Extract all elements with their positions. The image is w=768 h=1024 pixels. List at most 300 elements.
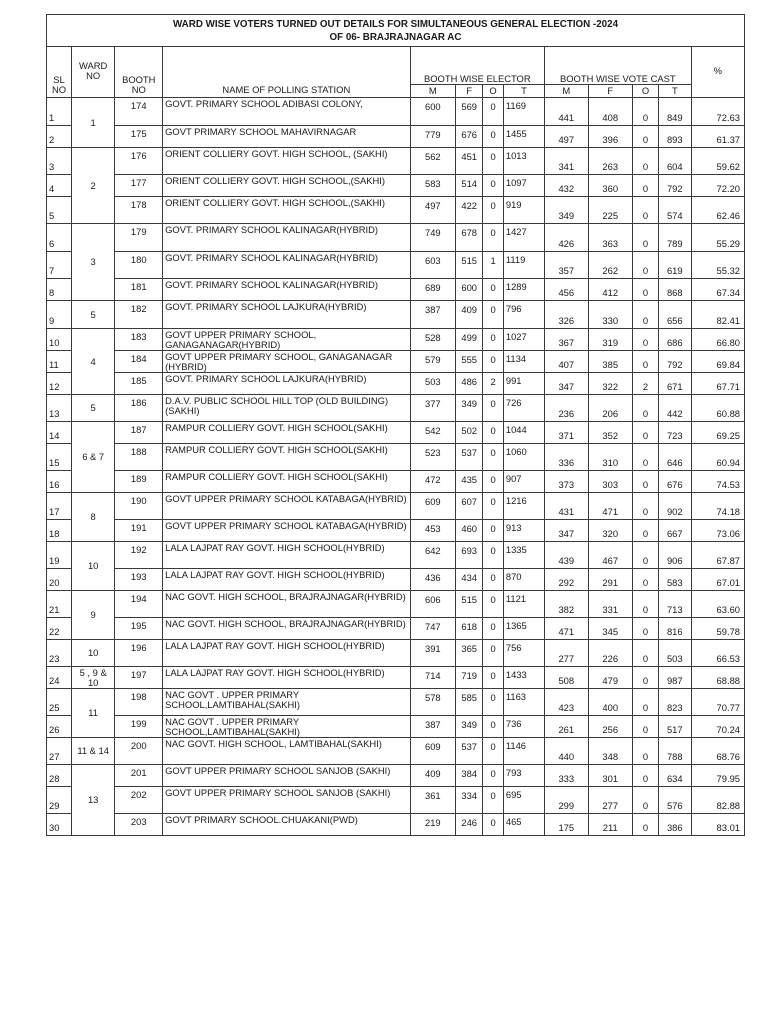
elector-male-cell: 391 bbox=[410, 640, 456, 667]
elector-total-cell: 1427 bbox=[503, 224, 544, 252]
elector-other-cell: 0 bbox=[483, 689, 504, 716]
elector-female-cell: 499 bbox=[456, 329, 483, 351]
booth-no-cell: 201 bbox=[115, 765, 163, 787]
vote-female-cell: 363 bbox=[588, 224, 632, 252]
vote-other-cell: 0 bbox=[632, 329, 658, 351]
sl-no-cell: 26 bbox=[47, 716, 72, 738]
elector-male-cell: 453 bbox=[410, 520, 456, 542]
booth-wise-vote-cast-header: BOOTH WISE VOTE CAST bbox=[545, 47, 691, 85]
polling-station-name-cell: GOVT. PRIMARY SCHOOL KALINAGAR(HYBRID) bbox=[163, 252, 410, 279]
elector-male-cell: 578 bbox=[410, 689, 456, 716]
elector-male-cell: 219 bbox=[410, 814, 456, 836]
polling-station-name-cell: GOVT UPPER PRIMARY SCHOOL, GANAGANAGAR(HYBRID) bbox=[163, 329, 410, 351]
elector-other-cell: 0 bbox=[483, 667, 504, 689]
elector-total-cell: 1146 bbox=[503, 738, 544, 765]
vote-male-cell: 432 bbox=[545, 175, 588, 197]
table-row bbox=[47, 329, 745, 351]
elector-male-cell: 409 bbox=[410, 765, 456, 787]
table-row bbox=[47, 126, 745, 148]
vote-male-cell: 175 bbox=[545, 814, 588, 836]
polling-station-name-cell: GOVT UPPER PRIMARY SCHOOL KATABAGA(HYBRID) bbox=[163, 520, 410, 542]
vote-male-cell: 441 bbox=[545, 98, 588, 126]
elector-other-cell: 0 bbox=[483, 444, 504, 471]
elector-female-cell: 676 bbox=[456, 126, 483, 148]
elector-total-cell: 1134 bbox=[503, 351, 544, 373]
booth-no-cell: 198 bbox=[115, 689, 163, 716]
vote-female-cell: 310 bbox=[588, 444, 632, 471]
vote-female-cell: 471 bbox=[588, 493, 632, 520]
vote-other-cell: 0 bbox=[632, 493, 658, 520]
sl-no-cell: 21 bbox=[47, 591, 72, 618]
table-row bbox=[47, 252, 745, 279]
booth-no-cell: 183 bbox=[115, 329, 163, 351]
table-row bbox=[47, 667, 745, 689]
vote-female-cell: 226 bbox=[588, 640, 632, 667]
booth-no-cell: 188 bbox=[115, 444, 163, 471]
ward-no-cell: 6 & 7 bbox=[71, 422, 114, 493]
vote-other-cell: 0 bbox=[632, 716, 658, 738]
vote-total-cell: 849 bbox=[659, 98, 692, 126]
elector-total-cell: 695 bbox=[503, 787, 544, 814]
booth-no-header: BOOTH NO bbox=[115, 47, 163, 98]
vote-female-cell: 385 bbox=[588, 351, 632, 373]
table-row bbox=[47, 98, 745, 126]
elector-female-cell: 486 bbox=[456, 373, 483, 395]
table-row bbox=[47, 373, 745, 395]
sl-no-cell: 28 bbox=[47, 765, 72, 787]
elector-male-cell: 472 bbox=[410, 471, 456, 493]
ward-no-cell: 1 bbox=[71, 98, 114, 148]
turnout-percent-cell: 83.01 bbox=[691, 814, 744, 836]
vote-male-cell: 347 bbox=[545, 520, 588, 542]
vote-female-cell: 360 bbox=[588, 175, 632, 197]
ward-no-cell: 4 bbox=[71, 329, 114, 395]
turnout-percent-cell: 63.60 bbox=[691, 591, 744, 618]
ward-no-cell: 11 bbox=[71, 689, 114, 738]
elector-male-cell: 606 bbox=[410, 591, 456, 618]
elector-other-cell: 0 bbox=[483, 301, 504, 329]
turnout-percent-cell: 67.87 bbox=[691, 542, 744, 569]
sl-no-cell: 11 bbox=[47, 351, 72, 373]
elector-other-cell: 2 bbox=[483, 373, 504, 395]
polling-station-name-cell: GOVT. PRIMARY SCHOOL LAJKURA(HYBRID) bbox=[163, 373, 410, 395]
turnout-percent-cell: 79.95 bbox=[691, 765, 744, 787]
vote-total-cell: 792 bbox=[659, 351, 692, 373]
ward-no-cell: 5 bbox=[71, 301, 114, 329]
elector-female-cell: 719 bbox=[456, 667, 483, 689]
vote-male-cell: 371 bbox=[545, 422, 588, 444]
elector-male-cell: 609 bbox=[410, 738, 456, 765]
elector-total-cell: 1027 bbox=[503, 329, 544, 351]
vote-other-cell: 0 bbox=[632, 148, 658, 175]
sl-no-cell: 3 bbox=[47, 148, 72, 175]
booth-no-cell: 187 bbox=[115, 422, 163, 444]
elector-male-cell: 387 bbox=[410, 301, 456, 329]
sl-no-cell: 24 bbox=[47, 667, 72, 689]
ward-no-cell: 5 bbox=[71, 395, 114, 422]
booth-no-cell: 179 bbox=[115, 224, 163, 252]
vote-total-cell: 656 bbox=[659, 301, 692, 329]
sl-no-cell: 15 bbox=[47, 444, 72, 471]
sl-no-cell: 16 bbox=[47, 471, 72, 493]
vote-total-cell: 667 bbox=[659, 520, 692, 542]
vote-other-cell: 0 bbox=[632, 175, 658, 197]
elector-total-cell: 756 bbox=[503, 640, 544, 667]
vote-female-cell: 262 bbox=[588, 252, 632, 279]
turnout-percent-cell: 67.34 bbox=[691, 279, 744, 301]
booth-no-cell: 191 bbox=[115, 520, 163, 542]
ward-no-cell: 11 & 14 bbox=[71, 738, 114, 765]
vote-male-cell: 236 bbox=[545, 395, 588, 422]
vote-other-cell: 0 bbox=[632, 422, 658, 444]
polling-station-name-cell: LALA LAJPAT RAY GOVT. HIGH SCHOOL(HYBRID) bbox=[163, 667, 410, 689]
turnout-percent-cell: 74.53 bbox=[691, 471, 744, 493]
elector-male-cell: 749 bbox=[410, 224, 456, 252]
vote-other-cell: 0 bbox=[632, 520, 658, 542]
elector-total-cell: 1013 bbox=[503, 148, 544, 175]
booth-no-cell: 190 bbox=[115, 493, 163, 520]
vote-total-cell: 604 bbox=[659, 148, 692, 175]
elector-other-cell: 0 bbox=[483, 197, 504, 224]
elector-total-cell: 913 bbox=[503, 520, 544, 542]
table-row bbox=[47, 716, 745, 738]
turnout-percent-cell: 72.20 bbox=[691, 175, 744, 197]
vote-female-cell: 263 bbox=[588, 148, 632, 175]
vote-total-cell: 713 bbox=[659, 591, 692, 618]
sl-no-cell: 2 bbox=[47, 126, 72, 148]
vote-total-cell: 723 bbox=[659, 422, 692, 444]
vote-male-cell: 349 bbox=[545, 197, 588, 224]
vote-other-cell: 0 bbox=[632, 787, 658, 814]
elector-t-header: T bbox=[503, 85, 544, 98]
vote-other-cell: 0 bbox=[632, 279, 658, 301]
title-line-2: OF 06- BRAJRAJNAGAR AC bbox=[329, 31, 462, 43]
vote-total-cell: 574 bbox=[659, 197, 692, 224]
elector-female-cell: 246 bbox=[456, 814, 483, 836]
vote-female-cell: 319 bbox=[588, 329, 632, 351]
elector-female-cell: 600 bbox=[456, 279, 483, 301]
vote-total-cell: 517 bbox=[659, 716, 692, 738]
polling-station-header: NAME OF POLLING STATION bbox=[163, 47, 410, 98]
elector-other-cell: 0 bbox=[483, 493, 504, 520]
vote-other-cell: 0 bbox=[632, 252, 658, 279]
elector-total-cell: 991 bbox=[503, 373, 544, 395]
table-row bbox=[47, 351, 745, 373]
elector-female-cell: 451 bbox=[456, 148, 483, 175]
elector-m-header: M bbox=[410, 85, 456, 98]
polling-station-name-cell: NAC GOVT. HIGH SCHOOL, BRAJRAJNAGAR(HYBRID) bbox=[163, 618, 410, 640]
ward-no-cell: 2 bbox=[71, 148, 114, 224]
polling-station-name-cell: LALA LAJPAT RAY GOVT. HIGH SCHOOL(HYBRID) bbox=[163, 640, 410, 667]
elector-male-cell: 603 bbox=[410, 252, 456, 279]
voters-turnout-table bbox=[46, 14, 745, 836]
ward-no-cell: 3 bbox=[71, 224, 114, 301]
vote-f-header: F bbox=[588, 85, 632, 98]
sl-no-header: SL NO bbox=[47, 47, 72, 98]
elector-male-cell: 377 bbox=[410, 395, 456, 422]
elector-other-cell: 1 bbox=[483, 252, 504, 279]
table-row bbox=[47, 493, 745, 520]
elector-other-cell: 0 bbox=[483, 520, 504, 542]
elector-male-cell: 542 bbox=[410, 422, 456, 444]
vote-total-cell: 893 bbox=[659, 126, 692, 148]
vote-total-cell: 788 bbox=[659, 738, 692, 765]
elector-male-cell: 779 bbox=[410, 126, 456, 148]
elector-female-cell: 334 bbox=[456, 787, 483, 814]
elector-total-cell: 1335 bbox=[503, 542, 544, 569]
elector-male-cell: 579 bbox=[410, 351, 456, 373]
elector-other-cell: 0 bbox=[483, 591, 504, 618]
vote-other-cell: 0 bbox=[632, 224, 658, 252]
elector-f-header: F bbox=[456, 85, 483, 98]
table-row bbox=[47, 787, 745, 814]
elector-female-cell: 618 bbox=[456, 618, 483, 640]
elector-total-cell: 907 bbox=[503, 471, 544, 493]
booth-no-cell: 175 bbox=[115, 126, 163, 148]
sl-no-cell: 27 bbox=[47, 738, 72, 765]
booth-no-cell: 192 bbox=[115, 542, 163, 569]
booth-wise-elector-header: BOOTH WISE ELECTOR bbox=[410, 47, 545, 85]
vote-female-cell: 206 bbox=[588, 395, 632, 422]
elector-male-cell: 523 bbox=[410, 444, 456, 471]
vote-other-cell: 0 bbox=[632, 197, 658, 224]
elector-female-cell: 585 bbox=[456, 689, 483, 716]
table-row bbox=[47, 197, 745, 224]
vote-other-cell: 0 bbox=[632, 765, 658, 787]
vote-total-cell: 816 bbox=[659, 618, 692, 640]
sl-no-cell: 13 bbox=[47, 395, 72, 422]
vote-female-cell: 467 bbox=[588, 542, 632, 569]
table-row bbox=[47, 148, 745, 175]
polling-station-name-cell: GOVT PRIMARY SCHOOL MAHAVIRNAGAR bbox=[163, 126, 410, 148]
vote-total-cell: 576 bbox=[659, 787, 692, 814]
elector-total-cell: 1365 bbox=[503, 618, 544, 640]
elector-total-cell: 726 bbox=[503, 395, 544, 422]
table-row bbox=[47, 422, 745, 444]
elector-male-cell: 361 bbox=[410, 787, 456, 814]
elector-other-cell: 0 bbox=[483, 329, 504, 351]
turnout-percent-cell: 69.84 bbox=[691, 351, 744, 373]
booth-no-cell: 176 bbox=[115, 148, 163, 175]
elector-male-cell: 387 bbox=[410, 716, 456, 738]
vote-other-cell: 0 bbox=[632, 444, 658, 471]
elector-other-cell: 0 bbox=[483, 471, 504, 493]
polling-station-name-cell: GOVT UPPER PRIMARY SCHOOL SANJOB (SAKHI) bbox=[163, 765, 410, 787]
vote-male-cell: 382 bbox=[545, 591, 588, 618]
polling-station-name-cell: GOVT. PRIMARY SCHOOL ADIBASI COLONY, bbox=[163, 98, 410, 126]
table-row bbox=[47, 738, 745, 765]
elector-total-cell: 1060 bbox=[503, 444, 544, 471]
ward-no-cell: 10 bbox=[71, 640, 114, 667]
ward-no-cell: 9 bbox=[71, 591, 114, 640]
turnout-percent-cell: 55.32 bbox=[691, 252, 744, 279]
elector-female-cell: 349 bbox=[456, 395, 483, 422]
vote-total-cell: 676 bbox=[659, 471, 692, 493]
ward-no-header: WARD NO bbox=[71, 47, 114, 98]
elector-female-cell: 384 bbox=[456, 765, 483, 787]
turnout-percent-cell: 59.62 bbox=[691, 148, 744, 175]
turnout-percent-cell: 59.78 bbox=[691, 618, 744, 640]
vote-other-cell: 0 bbox=[632, 814, 658, 836]
vote-total-cell: 619 bbox=[659, 252, 692, 279]
elector-other-cell: 0 bbox=[483, 148, 504, 175]
vote-total-cell: 902 bbox=[659, 493, 692, 520]
elector-female-cell: 569 bbox=[456, 98, 483, 126]
turnout-percent-cell: 68.88 bbox=[691, 667, 744, 689]
vote-female-cell: 396 bbox=[588, 126, 632, 148]
percent-header: % bbox=[691, 47, 744, 98]
elector-female-cell: 349 bbox=[456, 716, 483, 738]
elector-male-cell: 528 bbox=[410, 329, 456, 351]
vote-female-cell: 211 bbox=[588, 814, 632, 836]
booth-no-cell: 199 bbox=[115, 716, 163, 738]
sl-no-cell: 1 bbox=[47, 98, 72, 126]
turnout-percent-cell: 70.24 bbox=[691, 716, 744, 738]
turnout-percent-cell: 72.63 bbox=[691, 98, 744, 126]
elector-other-cell: 0 bbox=[483, 765, 504, 787]
vote-m-header: M bbox=[545, 85, 588, 98]
vote-male-cell: 471 bbox=[545, 618, 588, 640]
vote-other-cell: 0 bbox=[632, 471, 658, 493]
polling-station-name-cell: RAMPUR COLLIERY GOVT. HIGH SCHOOL(SAKHI) bbox=[163, 444, 410, 471]
document-title bbox=[47, 15, 745, 47]
polling-station-name-cell: ORIENT COLLIERY GOVT. HIGH SCHOOL,(SAKHI) bbox=[163, 197, 410, 224]
vote-female-cell: 291 bbox=[588, 569, 632, 591]
polling-station-name-cell: ORIENT COLLIERY GOVT. HIGH SCHOOL,(SAKHI) bbox=[163, 175, 410, 197]
table-row bbox=[47, 471, 745, 493]
polling-station-name-cell: GOVT. PRIMARY SCHOOL LAJKURA(HYBRID) bbox=[163, 301, 410, 329]
vote-other-cell: 0 bbox=[632, 640, 658, 667]
table-row bbox=[47, 224, 745, 252]
vote-male-cell: 292 bbox=[545, 569, 588, 591]
booth-no-cell: 203 bbox=[115, 814, 163, 836]
elector-total-cell: 1119 bbox=[503, 252, 544, 279]
vote-total-cell: 671 bbox=[659, 373, 692, 395]
sl-no-cell: 9 bbox=[47, 301, 72, 329]
sl-no-cell: 23 bbox=[47, 640, 72, 667]
polling-station-name-cell: LALA LAJPAT RAY GOVT. HIGH SCHOOL(HYBRID) bbox=[163, 542, 410, 569]
vote-male-cell: 326 bbox=[545, 301, 588, 329]
vote-other-cell: 0 bbox=[632, 667, 658, 689]
table-row bbox=[47, 520, 745, 542]
vote-female-cell: 320 bbox=[588, 520, 632, 542]
table-row bbox=[47, 618, 745, 640]
vote-other-cell: 0 bbox=[632, 738, 658, 765]
elector-other-cell: 0 bbox=[483, 618, 504, 640]
vote-male-cell: 373 bbox=[545, 471, 588, 493]
ward-no-cell: 10 bbox=[71, 542, 114, 591]
elector-o-header: O bbox=[483, 85, 504, 98]
sl-no-cell: 6 bbox=[47, 224, 72, 252]
booth-no-cell: 182 bbox=[115, 301, 163, 329]
vote-male-cell: 333 bbox=[545, 765, 588, 787]
sl-no-cell: 22 bbox=[47, 618, 72, 640]
vote-total-cell: 987 bbox=[659, 667, 692, 689]
polling-station-name-cell: NAC GOVT. HIGH SCHOOL, LAMTIBAHAL(SAKHI) bbox=[163, 738, 410, 765]
elector-female-cell: 409 bbox=[456, 301, 483, 329]
vote-total-cell: 906 bbox=[659, 542, 692, 569]
table-row bbox=[47, 689, 745, 716]
turnout-percent-cell: 82.41 bbox=[691, 301, 744, 329]
polling-station-name-cell: GOVT UPPER PRIMARY SCHOOL KATABAGA(HYBRID) bbox=[163, 493, 410, 520]
booth-no-cell: 193 bbox=[115, 569, 163, 591]
elector-other-cell: 0 bbox=[483, 126, 504, 148]
vote-other-cell: 0 bbox=[632, 591, 658, 618]
turnout-percent-cell: 70.77 bbox=[691, 689, 744, 716]
vote-female-cell: 400 bbox=[588, 689, 632, 716]
vote-total-cell: 792 bbox=[659, 175, 692, 197]
table-row bbox=[47, 765, 745, 787]
vote-male-cell: 347 bbox=[545, 373, 588, 395]
booth-no-cell: 200 bbox=[115, 738, 163, 765]
elector-total-cell: 1044 bbox=[503, 422, 544, 444]
sl-no-cell: 29 bbox=[47, 787, 72, 814]
table-row bbox=[47, 279, 745, 301]
vote-female-cell: 352 bbox=[588, 422, 632, 444]
elector-total-cell: 736 bbox=[503, 716, 544, 738]
title-line-1: WARD WISE VOTERS TURNED OUT DETAILS FOR SIMULTANEOUS GENERAL ELECTION -2024 bbox=[172, 18, 619, 30]
document-page bbox=[46, 14, 745, 836]
vote-male-cell: 336 bbox=[545, 444, 588, 471]
table-row bbox=[47, 444, 745, 471]
elector-female-cell: 434 bbox=[456, 569, 483, 591]
booth-no-cell: 195 bbox=[115, 618, 163, 640]
vote-female-cell: 348 bbox=[588, 738, 632, 765]
vote-total-cell: 503 bbox=[659, 640, 692, 667]
ward-no-cell: 5 , 9 & 10 bbox=[71, 667, 114, 689]
elector-other-cell: 0 bbox=[483, 716, 504, 738]
polling-station-name-cell: GOVT UPPER PRIMARY SCHOOL SANJOB (SAKHI) bbox=[163, 787, 410, 814]
elector-male-cell: 689 bbox=[410, 279, 456, 301]
booth-no-cell: 186 bbox=[115, 395, 163, 422]
polling-station-name-cell: NAC GOVT . UPPER PRIMARY SCHOOL,LAMTIBAHAL(SAKHI) bbox=[163, 716, 410, 738]
table-body bbox=[47, 98, 745, 836]
elector-total-cell: 919 bbox=[503, 197, 544, 224]
elector-other-cell: 0 bbox=[483, 175, 504, 197]
vote-female-cell: 345 bbox=[588, 618, 632, 640]
vote-male-cell: 367 bbox=[545, 329, 588, 351]
booth-no-cell: 202 bbox=[115, 787, 163, 814]
vote-female-cell: 330 bbox=[588, 301, 632, 329]
elector-female-cell: 460 bbox=[456, 520, 483, 542]
elector-other-cell: 0 bbox=[483, 738, 504, 765]
vote-male-cell: 497 bbox=[545, 126, 588, 148]
elector-other-cell: 0 bbox=[483, 98, 504, 126]
turnout-percent-cell: 61.37 bbox=[691, 126, 744, 148]
vote-male-cell: 440 bbox=[545, 738, 588, 765]
elector-total-cell: 1097 bbox=[503, 175, 544, 197]
table-row bbox=[47, 569, 745, 591]
elector-male-cell: 600 bbox=[410, 98, 456, 126]
polling-station-name-cell: GOVT. PRIMARY SCHOOL KALINAGAR(HYBRID) bbox=[163, 279, 410, 301]
polling-station-name-cell: RAMPUR COLLIERY GOVT. HIGH SCHOOL(SAKHI) bbox=[163, 471, 410, 493]
turnout-percent-cell: 82.88 bbox=[691, 787, 744, 814]
turnout-percent-cell: 68.76 bbox=[691, 738, 744, 765]
elector-other-cell: 0 bbox=[483, 422, 504, 444]
vote-female-cell: 479 bbox=[588, 667, 632, 689]
sl-no-cell: 20 bbox=[47, 569, 72, 591]
elector-other-cell: 0 bbox=[483, 814, 504, 836]
elector-other-cell: 0 bbox=[483, 395, 504, 422]
polling-station-name-cell: RAMPUR COLLIERY GOVT. HIGH SCHOOL(SAKHI) bbox=[163, 422, 410, 444]
elector-total-cell: 1289 bbox=[503, 279, 544, 301]
elector-male-cell: 497 bbox=[410, 197, 456, 224]
sl-no-cell: 30 bbox=[47, 814, 72, 836]
elector-male-cell: 642 bbox=[410, 542, 456, 569]
elector-total-cell: 796 bbox=[503, 301, 544, 329]
elector-male-cell: 714 bbox=[410, 667, 456, 689]
sl-no-cell: 12 bbox=[47, 373, 72, 395]
